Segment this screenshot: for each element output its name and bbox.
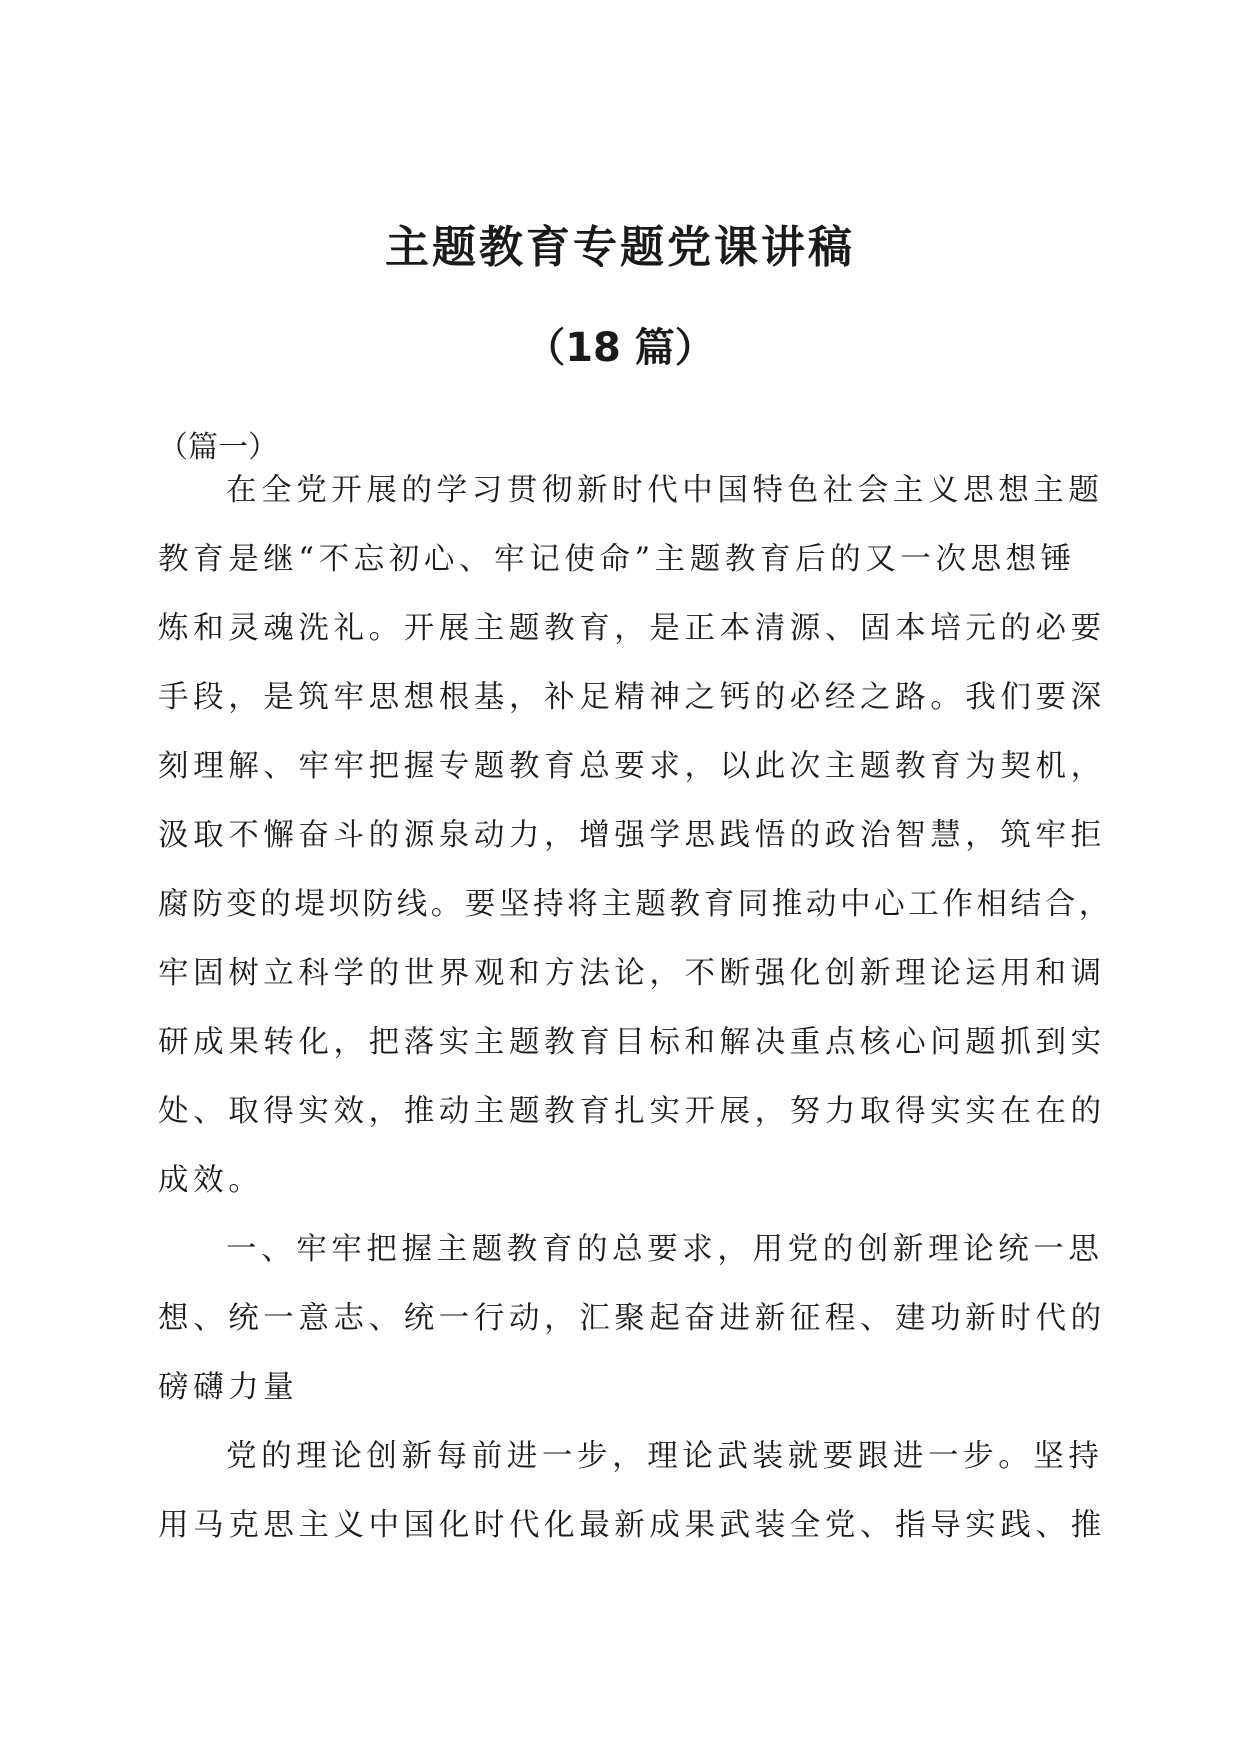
section-heading-line: 一、牢牢把握主题教育的总要求，用党的创新理论统一思 xyxy=(226,1232,1104,1267)
body-line: 教育是继“不忘初心、牢记使命”主题教育后的又一次思想锤 xyxy=(158,542,1076,577)
body-line: 研成果转化，把落实主题教育目标和解决重点核心问题抓到实 xyxy=(158,1025,1106,1060)
section-heading-line: 磅礴力量 xyxy=(158,1370,299,1405)
body-line: 炼和灵魂洗礼。开展主题教育，是正本清源、固本培元的必要 xyxy=(158,611,1106,646)
body-line: 在全党开展的学习贯彻新时代中国特色社会主义思想主题 xyxy=(226,473,1104,508)
section-label: （篇一） xyxy=(158,430,278,465)
body-line: 汲取不懈奋斗的源泉动力，增强学思践悟的政治智慧，筑牢拒 xyxy=(158,818,1106,853)
body-line: 手段，是筑牢思想根基，补足精神之钙的必经之路。我们要深 xyxy=(158,680,1106,715)
body-line: 党的理论创新每前进一步，理论武装就要跟进一步。坚持 xyxy=(226,1439,1104,1474)
body-line: 牢固树立科学的世界观和方法论，不断强化创新理论运用和调 xyxy=(158,956,1106,991)
document-title: 主题教育专题党课讲稿 xyxy=(385,222,855,273)
body-line: 腐防变的堤坝防线。要坚持将主题教育同推动中心工作相结合， xyxy=(158,887,1113,922)
body-line: 用马克思主义中国化时代化最新成果武装全党、指导实践、推 xyxy=(158,1508,1106,1543)
section-heading-line: 想、统一意志、统一行动，汇聚起奋进新征程、建功新时代的 xyxy=(158,1301,1106,1336)
document-subtitle: （18 篇） xyxy=(525,325,715,371)
body-line: 刻理解、牢牢把握专题教育总要求，以此次主题教育为契机， xyxy=(158,749,1106,784)
body-line: 成效。 xyxy=(158,1163,264,1198)
body-line: 处、取得实效，推动主题教育扎实开展，努力取得实实在在的 xyxy=(158,1094,1106,1129)
